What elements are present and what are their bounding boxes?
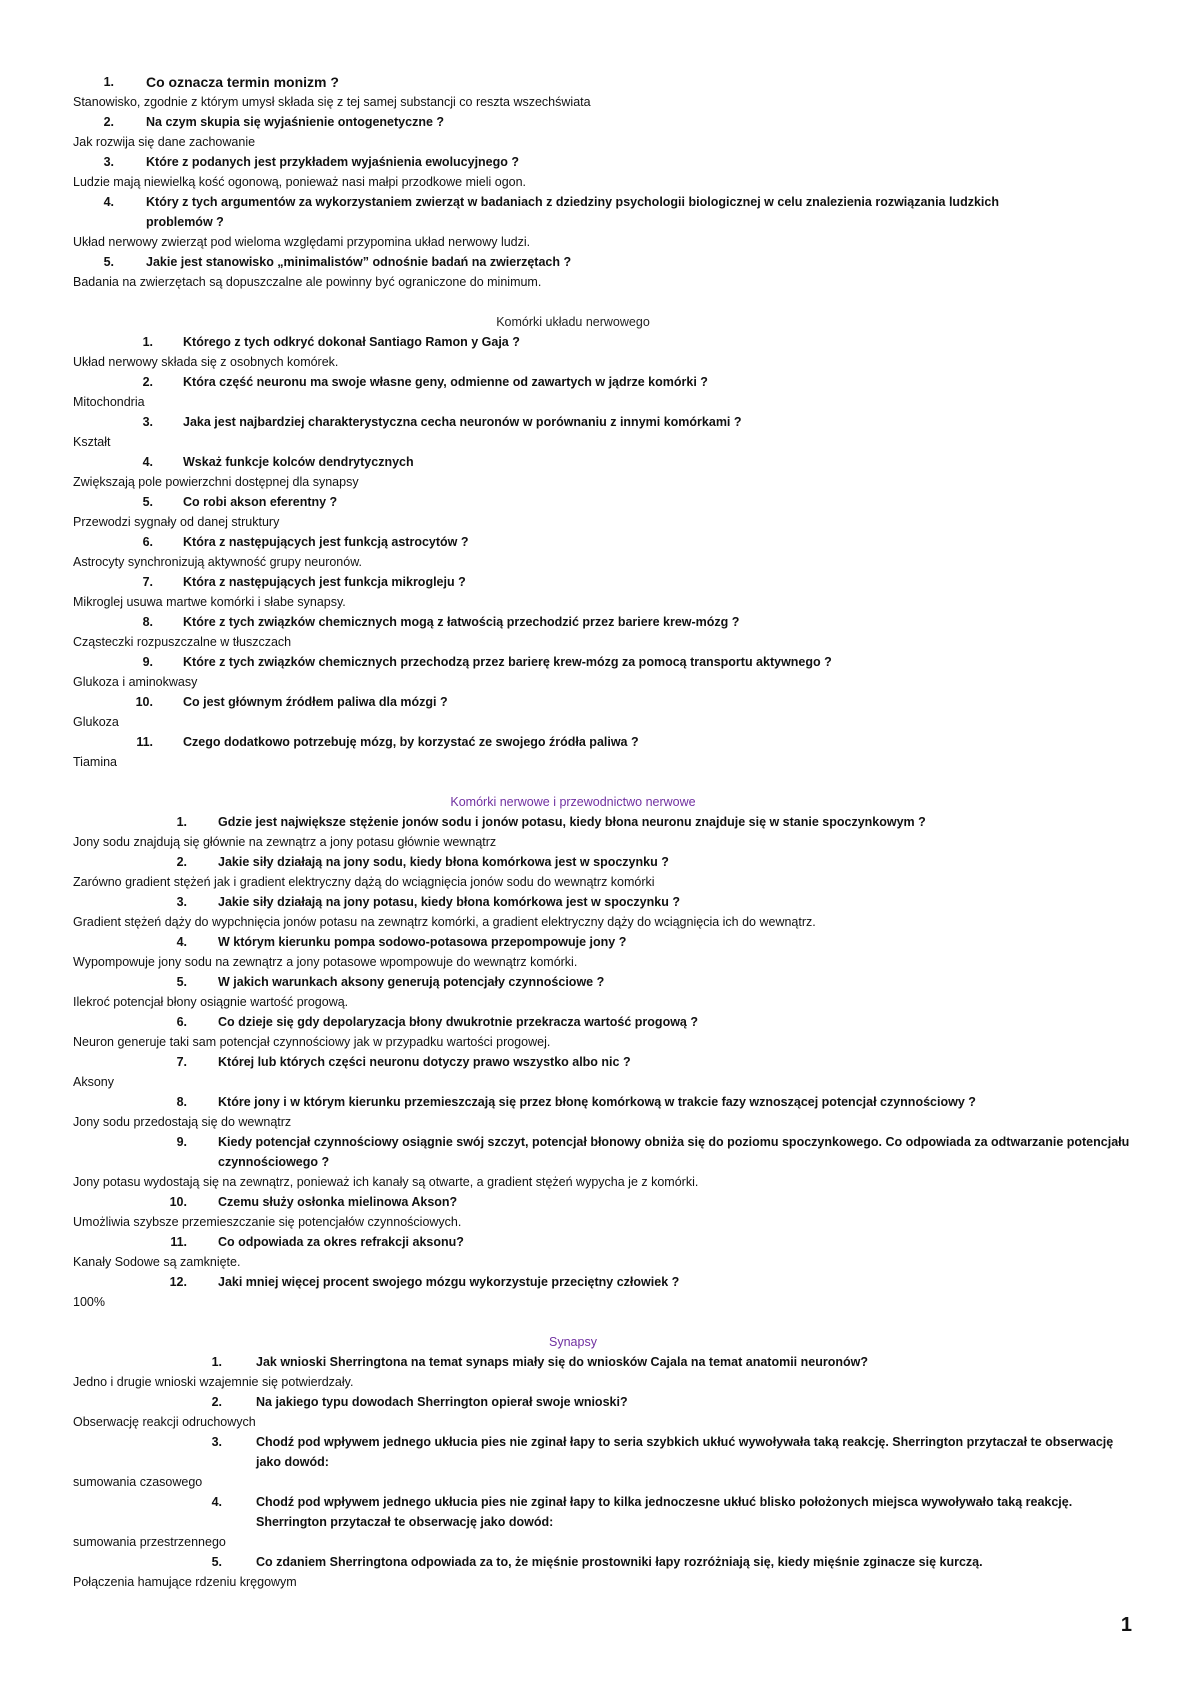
question-number: 3.: [176, 895, 187, 909]
question-number: 8.: [176, 1095, 187, 1109]
question: [73, 612, 1133, 632]
question-number: 1.: [176, 815, 187, 829]
question: [73, 412, 1133, 432]
section-synapses: [73, 1352, 1133, 1592]
answer-text: Mitochondria: [73, 395, 145, 409]
question-number: 1.: [142, 335, 153, 349]
question: [73, 932, 1133, 952]
answer-text: Cząsteczki rozpuszczalne w tłuszczach: [73, 635, 292, 649]
question-number: 1.: [211, 1355, 222, 1369]
answer-text: Jony sodu znajdują się głównie na zewnątrz a jony potasu głównie wewnątrz: [73, 835, 497, 849]
answer-text: Ludzie mają niewielką kość ogonową, ponieważ nasi małpi przodkowe mieli ogon.: [73, 175, 527, 189]
answer-text: Połączenia hamujące rdzeniu kręgowym: [73, 1575, 297, 1589]
question-text: Która z następujących jest funkcją astrocytów ?: [183, 535, 469, 549]
question-number: 4.: [103, 195, 114, 209]
question-text: Która część neuronu ma swoje własne geny, odmienne od zawartych w jądrze komórki ?: [183, 375, 708, 389]
question: [73, 1192, 1133, 1212]
question: [73, 1052, 1133, 1072]
question-text: Chodź pod wpływem jednego ukłucia pies nie zginał łapy to kilka jednoczesne ukłuć blisko położonych miejsca wywoływało taką reakcję. Sherrington przytaczał te obserwację jako dowód:: [256, 1495, 1073, 1529]
answer-text: Glukoza: [73, 715, 119, 729]
answer-text: Tiamina: [73, 755, 117, 769]
question: [73, 1392, 1133, 1412]
question: [73, 492, 1133, 512]
question-text: Którego z tych odkryć dokonał Santiago Ramon y Gaja ?: [183, 335, 520, 349]
answer-text: Glukoza i aminokwasy: [73, 675, 198, 689]
question-text: Co oznacza termin monizm ?: [146, 74, 339, 90]
question-text: Jaka jest najbardziej charakterystyczna cecha neuronów w porównaniu z innymi komórkami ?: [183, 415, 742, 429]
answer-text: Jony potasu wydostają się na zewnątrz, ponieważ ich kanały są otwarte, a gradient stężeń wypycha je z komórki.: [73, 1175, 699, 1189]
question-text: Który z tych argumentów za wykorzystaniem zwierząt w badaniach z dziedziny psychologii biologicznej w celu znalezienia rozwiązania ludzkich problemów ?: [146, 195, 999, 229]
section-title-synapses: Synapsy: [549, 1335, 597, 1349]
question: [73, 852, 1133, 872]
question-text: Kiedy potencjał czynnościowy osiągnie swój szczyt, potencjał błonowy obniża się do poziomu spoczynkowego. Co odpowiada za odtwarzanie potencjału czynnościowego ?: [218, 1135, 1130, 1169]
answer-text: Układ nerwowy zwierząt pod wieloma względami przypomina układ nerwowy ludzi.: [73, 235, 531, 249]
question-number: 10.: [169, 1195, 187, 1209]
question-text: Gdzie jest największe stężenie jonów sodu i jonów potasu, kiedy błona neuronu znajduje się w stanie spoczynkowym ?: [218, 815, 926, 829]
question-number: 4.: [176, 935, 187, 949]
question: [73, 532, 1133, 552]
question: [73, 1352, 1133, 1372]
section-title-nerve-cells: Komórki układu nerwowego: [496, 315, 650, 329]
answer-text: Neuron generuje taki sam potencjał czynnościowy jak w przypadku wartości progowej.: [73, 1035, 551, 1049]
question-number: 7.: [176, 1055, 187, 1069]
answer-text: Przewodzi sygnały od danej struktury: [73, 515, 280, 529]
question: [73, 652, 1133, 672]
question-number: 12.: [169, 1275, 187, 1289]
question: [73, 572, 1133, 592]
question-number: 11.: [170, 1235, 187, 1249]
question-text: Co dzieje się gdy depolaryzacja błony dwukrotnie przekracza wartość progową ?: [218, 1015, 698, 1029]
question-number: 9.: [142, 655, 153, 669]
question-number: 2.: [176, 855, 187, 869]
question-number: 2.: [142, 375, 153, 389]
question-text: Jakie jest stanowisko „minimalistów” odnośnie badań na zwierzętach ?: [146, 255, 572, 269]
answer-text: Stanowisko, zgodnie z którym umysł składa się z tej samej substancji co reszta wszechświata: [73, 95, 591, 109]
section-title-conduction: Komórki nerwowe i przewodnictwo nerwowe: [450, 795, 696, 809]
section-conduction: [73, 812, 1133, 1312]
question: [73, 892, 1133, 912]
question: [73, 452, 1133, 472]
question: [73, 1432, 1133, 1472]
question: [73, 1232, 1133, 1252]
answer-text: Układ nerwowy składa się z osobnych komórek.: [73, 355, 339, 369]
question-number: 5.: [176, 975, 187, 989]
section-nerve-cells: [73, 332, 1133, 772]
question-number: 1.: [103, 75, 114, 89]
question: [73, 1492, 1133, 1532]
question-text: Jak wnioski Sherringtona na temat synaps miały się do wniosków Cajala na temat anatomii neuronów?: [256, 1355, 868, 1369]
intro-questions: [73, 72, 1133, 292]
question-text: Jaki mniej więcej procent swojego mózgu wykorzystuje przeciętny człowiek ?: [218, 1275, 680, 1289]
question-number: 2.: [103, 115, 114, 129]
question: [73, 1132, 1133, 1172]
question-text: Co jest głównym źródłem paliwa dla mózgi ?: [183, 695, 448, 709]
answer-text: Kanały Sodowe są zamknięte.: [73, 1255, 241, 1269]
question: [73, 972, 1133, 992]
answer-text: Badania na zwierzętach są dopuszczalne ale powinny być ograniczone do minimum.: [73, 275, 542, 289]
question-text: Chodź pod wpływem jednego ukłucia pies nie zginał łapy to seria szybkich ukłuć wywoływała taką reakcję. Sherrington przytaczał te obserwację jako dowód:: [256, 1435, 1114, 1469]
question-number: 6.: [176, 1015, 187, 1029]
question: [73, 112, 1133, 132]
question-number: 3.: [211, 1435, 222, 1449]
question-text: Czemu służy osłonka mielinowa Akson?: [218, 1195, 458, 1209]
answer-text: Wypompowuje jony sodu na zewnątrz a jony potasowe wpompowuje do wewnątrz komórki.: [73, 955, 578, 969]
answer-text: Kształt: [73, 435, 111, 449]
question-text: Która z następujących jest funkcja mikrogleju ?: [183, 575, 466, 589]
question-text: Które jony i w którym kierunku przemieszczają się przez błonę komórkową w trakcie fazy wznoszącej potencjał czynnościowy ?: [218, 1095, 976, 1109]
question: [73, 692, 1133, 712]
question: [73, 332, 1133, 352]
question-number: 4.: [142, 455, 153, 469]
question: [73, 152, 1133, 172]
question: [73, 732, 1133, 752]
answer-text: Zarówno gradient stężeń jak i gradient elektryczny dążą do wciągnięcia jonów sodu do wewnątrz komórki: [73, 875, 655, 889]
page-number: 1: [1120, 1614, 1132, 1636]
question-number: 3.: [103, 155, 114, 169]
question-text: Czego dodatkowo potrzebuję mózg, by korzystać ze swojego źródła paliwa ?: [183, 735, 639, 749]
question-text: Jakie siły działają na jony potasu, kiedy błona komórkowa jest w spoczynku ?: [218, 895, 680, 909]
question-text: Co robi akson eferentny ?: [183, 495, 338, 509]
question-number: 5.: [211, 1555, 222, 1569]
document-content: [73, 72, 1133, 1592]
question-number: 8.: [142, 615, 153, 629]
question-number: 11.: [136, 735, 153, 749]
question-number: 5.: [103, 255, 114, 269]
answer-text: Astrocyty synchronizują aktywność grupy neuronów.: [73, 555, 363, 569]
answer-text: Jony sodu przedostają się do wewnątrz: [73, 1115, 292, 1129]
answer-text: Zwiększają pole powierzchni dostępnej dla synapsy: [73, 475, 359, 489]
question-text: Które z podanych jest przykładem wyjaśnienia ewolucyjnego ?: [146, 155, 520, 169]
question-number: 10.: [135, 695, 153, 709]
question: [73, 1012, 1133, 1032]
answer-text: Gradient stężeń dąży do wypchnięcia jonów potasu na zewnątrz komórki, a gradient elektryczny dąży do wciągnięcia ich do wewnątrz.: [73, 915, 816, 929]
question-text: Na czym skupia się wyjaśnienie ontogenetyczne ?: [146, 115, 445, 129]
answer-text: sumowania czasowego: [73, 1475, 203, 1489]
question-text: W jakich warunkach aksony generują potencjały czynnościowe ?: [218, 975, 605, 989]
question-text: Co odpowiada za okres refrakcji aksonu?: [218, 1235, 464, 1249]
question-text: Na jakiego typu dowodach Sherrington opierał swoje wnioski?: [256, 1395, 628, 1409]
answer-text: Jedno i drugie wnioski wzajemnie się potwierdzały.: [73, 1375, 354, 1389]
answer-text: Jak rozwija się dane zachowanie: [73, 135, 256, 149]
question-number: 6.: [142, 535, 153, 549]
question: [73, 812, 1133, 832]
question: [73, 252, 1133, 272]
question-number: 3.: [142, 415, 153, 429]
question-number: 5.: [142, 495, 153, 509]
answer-text: Aksony: [73, 1075, 114, 1089]
answer-text: 100%: [73, 1295, 105, 1309]
question-text: W którym kierunku pompa sodowo-potasowa przepompowuje jony ?: [218, 935, 627, 949]
question-number: 7.: [142, 575, 153, 589]
question: [73, 1552, 1133, 1572]
question-text: Której lub których części neuronu dotyczy prawo wszystko albo nic ?: [218, 1055, 631, 1069]
question-number: 9.: [176, 1135, 187, 1149]
question-number: 4.: [211, 1495, 222, 1509]
question: [73, 192, 1133, 232]
question-text: Co zdaniem Sherringtona odpowiada za to, że mięśnie prostowniki łapy rozróżniają się, kiedy mięśnie zginacze się kurczą.: [256, 1555, 983, 1569]
question-text: Wskaż funkcje kolców dendrytycznych: [183, 455, 414, 469]
answer-text: sumowania przestrzennego: [73, 1535, 226, 1549]
question-number: 2.: [211, 1395, 222, 1409]
question: [73, 1272, 1133, 1292]
answer-text: Obserwację reakcji odruchowych: [73, 1415, 256, 1429]
question-text: Które z tych związków chemicznych przechodzą przez barierę krew-mózg za pomocą transportu aktywnego ?: [183, 655, 832, 669]
question: [73, 372, 1133, 392]
answer-text: Mikroglej usuwa martwe komórki i słabe synapsy.: [73, 595, 346, 609]
question-text: Które z tych związków chemicznych mogą z łatwością przechodzić przez bariere krew-mózg ?: [183, 615, 740, 629]
question: [73, 72, 1133, 92]
answer-text: Ilekroć potencjał błony osiągnie wartość progową.: [73, 995, 349, 1009]
question: [73, 1092, 1133, 1112]
answer-text: Umożliwia szybsze przemieszczanie się potencjałów czynnościowych.: [73, 1215, 462, 1229]
question-text: Jakie siły działają na jony sodu, kiedy błona komórkowa jest w spoczynku ?: [218, 855, 669, 869]
